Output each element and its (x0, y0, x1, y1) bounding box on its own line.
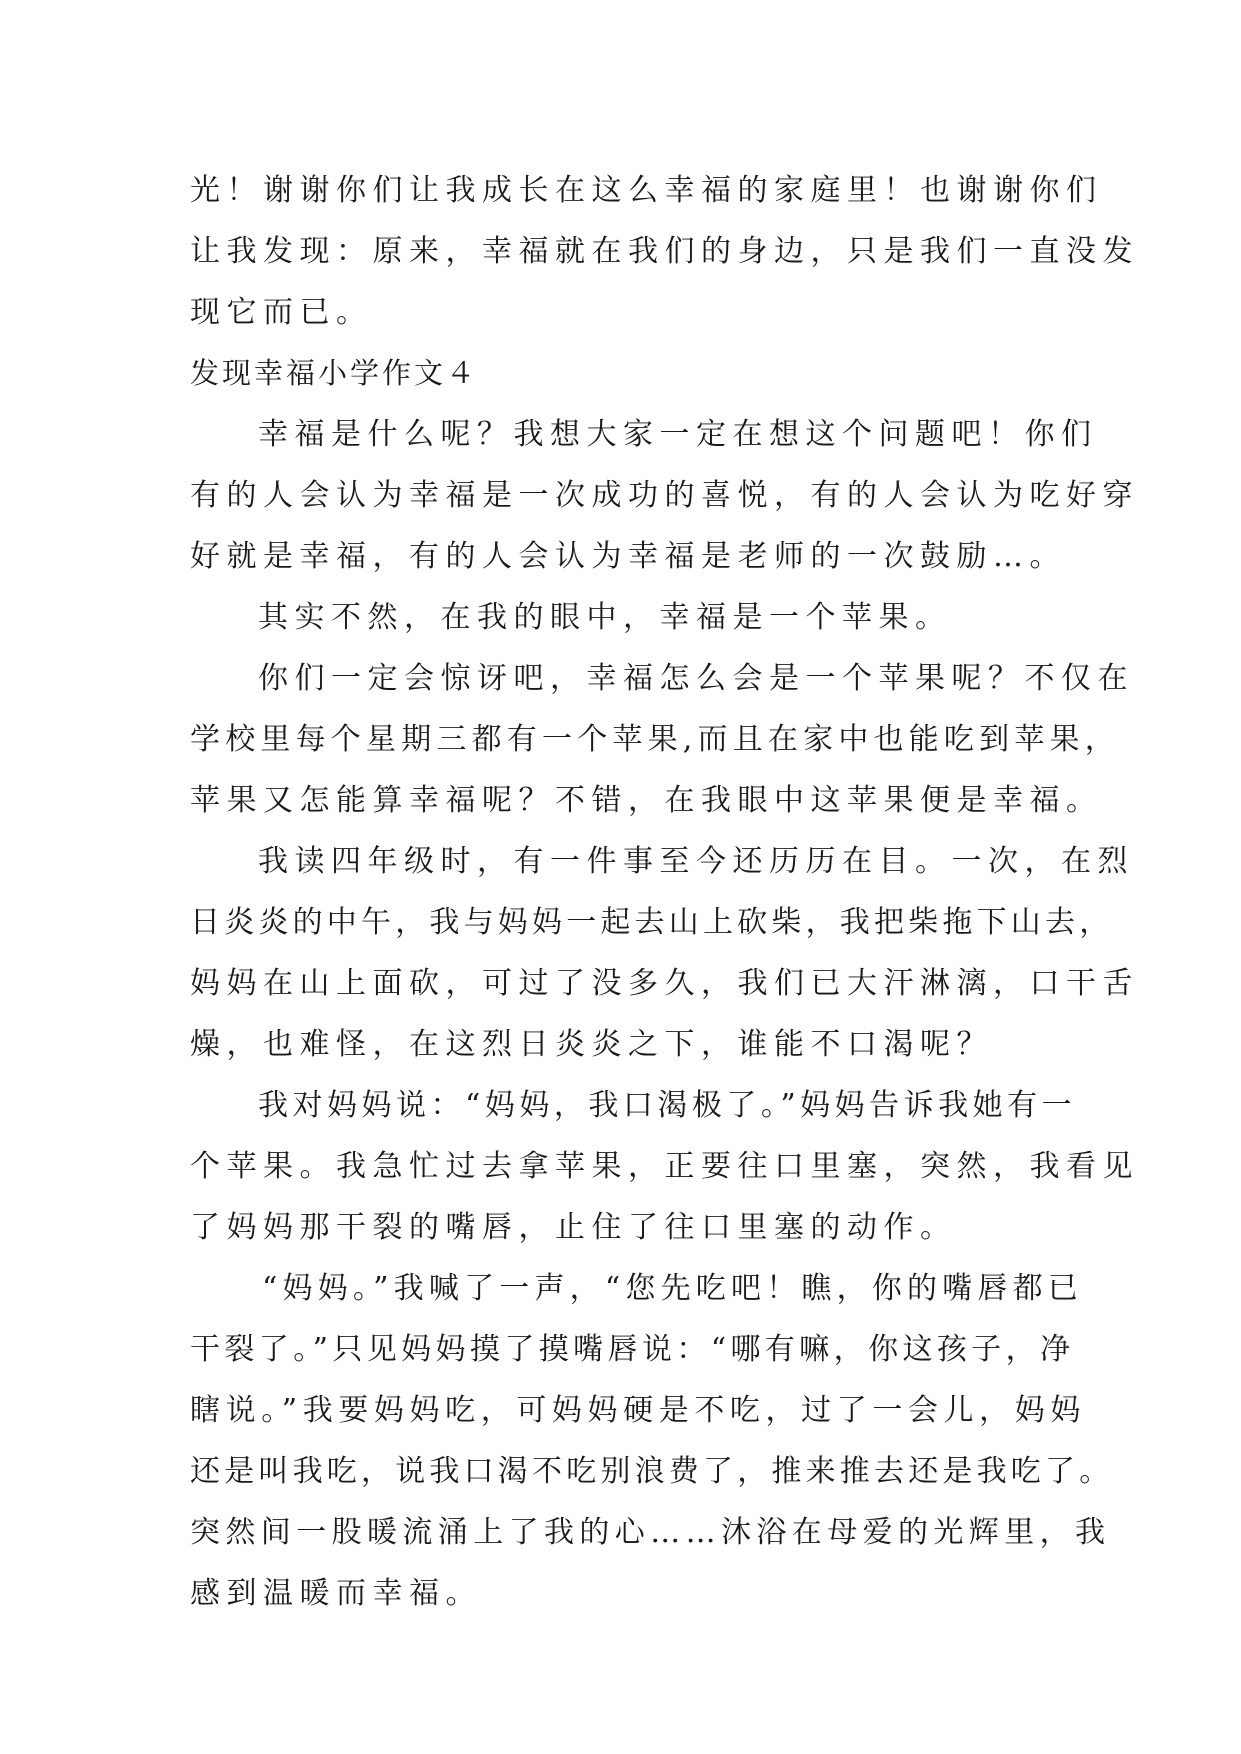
text-line: 好就是幸福，有的人会认为幸福是老师的一次鼓励…。 (190, 539, 1066, 574)
paragraph-first-line: 幸福是什么呢？我想大家一定在想这个问题吧！你们 (258, 417, 1098, 452)
text-line: 干裂了。”只见妈妈摸了摸嘴唇说：“哪有嘛，你这孩子，净 (190, 1332, 1075, 1367)
document-body (190, 160, 1139, 1624)
text-line: 有的人会认为幸福是一次成功的喜悦，有的人会认为吃好穿 (190, 478, 1139, 513)
text-line: 了妈妈那干裂的嘴唇，止住了往口里塞的动作。 (190, 1210, 957, 1245)
paragraph-first-line: 我对妈妈说：“妈妈，我口渴极了。”妈妈告诉我她有一 (258, 1088, 1077, 1123)
text-line: 苹果又怎能算幸福呢？不错，在我眼中这苹果便是幸福。 (190, 783, 1103, 818)
text-line: 感到温暖而幸福。 (190, 1576, 482, 1611)
text-line: 突然间一股暖流涌上了我的心……沐浴在母爱的光辉里，我 (190, 1515, 1111, 1550)
section-heading: 发现幸福小学作文４ (190, 356, 479, 390)
text-line: 燥，也难怪，在这烈日炎炎之下，谁能不口渴呢？ (190, 1027, 993, 1062)
text-line: 瞎说。”我要妈妈吃，可妈妈硬是不吃，过了一会儿，妈妈 (190, 1393, 1086, 1428)
text-line: 个苹果。我急忙过去拿苹果，正要往口里塞，突然，我看见 (190, 1149, 1139, 1184)
paragraph-first-line: 其实不然，在我的眼中，幸福是一个苹果。 (258, 600, 952, 635)
text-line: 妈妈在山上面砍，可过了没多久，我们已大汗淋漓，口干舌 (190, 966, 1139, 1001)
paragraph-first-line: 我读四年级时，有一件事至今还历历在目。一次，在烈 (258, 844, 1134, 879)
paragraph-first-line: “妈妈。”我喊了一声，“您先吃吧！瞧，你的嘴唇都已 (262, 1271, 1084, 1306)
text-line: 日炎炎的中午，我与妈妈一起去山上砍柴，我把柴拖下山去， (190, 905, 1114, 940)
paragraph-first-line: 你们一定会惊讶吧，幸福怎么会是一个苹果呢？不仅在 (258, 661, 1134, 696)
text-line: 现它而已。 (190, 295, 373, 330)
text-line: 还是叫我吃，说我口渴不吃别浪费了，推来推去还是我吃了。 (190, 1454, 1114, 1489)
text-line: 学校里每个星期三都有一个苹果,而且在家中也能吃到苹果， (190, 722, 1120, 757)
text-line: 让我发现：原来，幸福就在我们的身边，只是我们一直没发 (190, 234, 1139, 269)
text-line: 光！谢谢你们让我成长在这么幸福的家庭里！也谢谢你们 (190, 173, 1103, 208)
